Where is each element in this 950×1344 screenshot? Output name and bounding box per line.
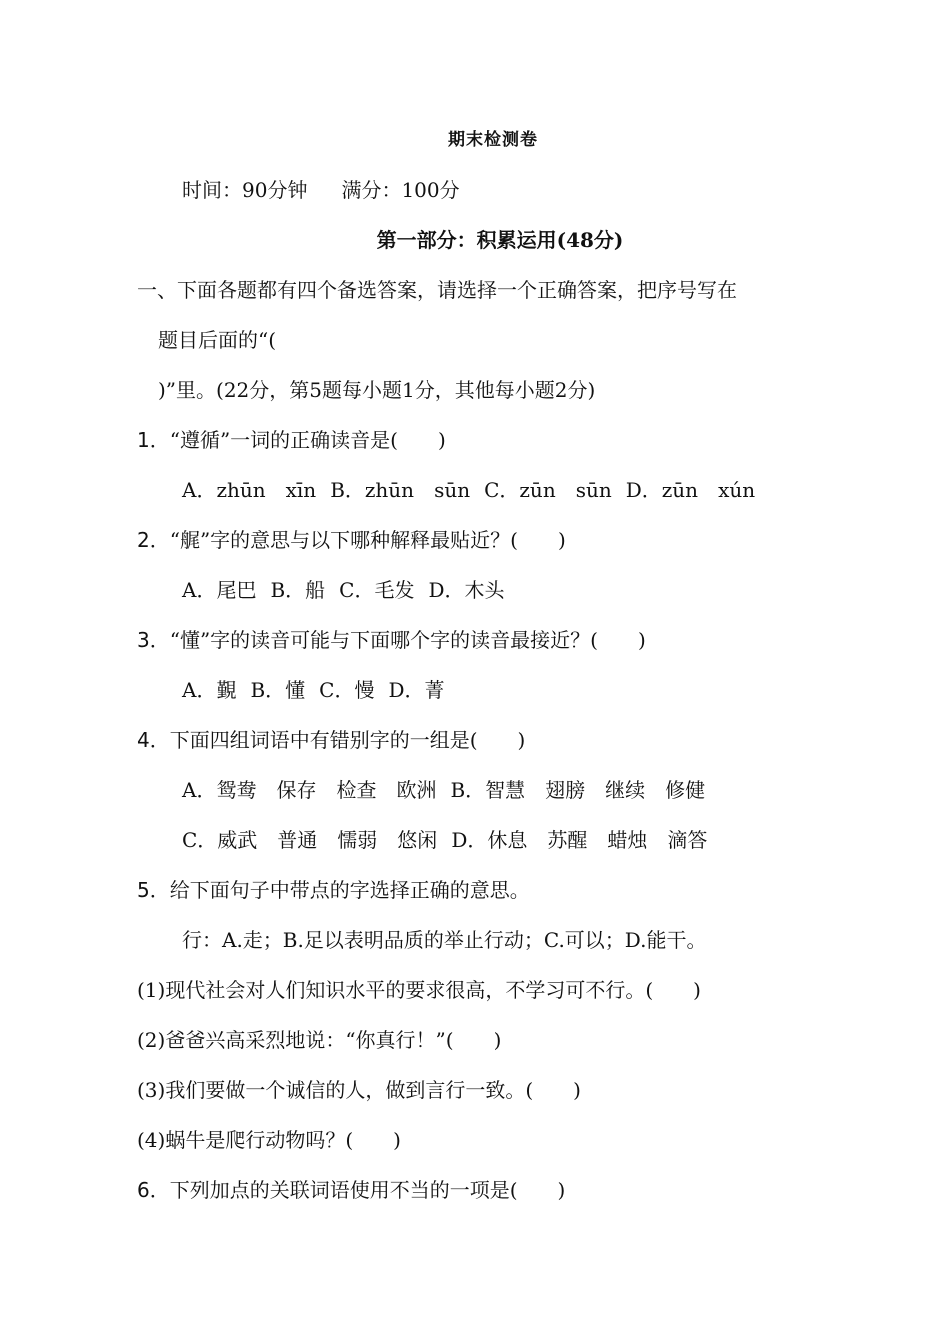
question-number: 2． bbox=[137, 528, 170, 552]
option-c: C．zūn sūn bbox=[484, 478, 612, 502]
exam-meta bbox=[182, 176, 460, 204]
question-5 bbox=[137, 876, 530, 904]
option-c: C．毛发 bbox=[339, 578, 415, 602]
option-d: D．菁 bbox=[388, 678, 445, 702]
part-heading: 第一部分：积累运用(48分) bbox=[376, 228, 624, 252]
question-text: “遵循”一词的正确读音是( ) bbox=[169, 428, 446, 452]
question-text: 下列加点的关联词语使用不当的一项是( ) bbox=[169, 1178, 566, 1202]
question-text: “艉”字的意思与以下哪种解释最贴近？( ) bbox=[169, 528, 566, 552]
question-text: 下面四组词语中有错别字的一组是( ) bbox=[169, 728, 526, 752]
question-number: 3． bbox=[137, 628, 170, 652]
question-number: 5． bbox=[137, 878, 170, 902]
full-score: 满分：100分 bbox=[341, 178, 460, 202]
option-d: D．zūn xún bbox=[625, 478, 756, 502]
question-6 bbox=[137, 1176, 565, 1204]
question-2 bbox=[137, 526, 566, 554]
question-4 bbox=[137, 726, 525, 754]
question-5-sub-4: (4)蜗牛是爬行动物吗？( ) bbox=[137, 1128, 401, 1152]
section-instruction-line-3: )”里。(22分，第5题每小题1分，其他每小题2分) bbox=[158, 378, 596, 402]
option-c: C．慢 bbox=[319, 678, 375, 702]
time-limit: 时间：90分钟 bbox=[182, 178, 308, 202]
question-4-options-row-1 bbox=[182, 776, 705, 804]
question-number: 4． bbox=[137, 728, 170, 752]
option-b: B．智慧 翅膀 继续 修健 bbox=[450, 778, 706, 802]
option-a: A．覲 bbox=[182, 678, 237, 702]
question-5-meanings: 行：A.走；B.足以表明品质的举止行动；C.可以；D.能干。 bbox=[182, 928, 707, 952]
option-a: A．尾巴 bbox=[182, 578, 257, 602]
option-d: D．木头 bbox=[428, 578, 505, 602]
section-instruction-line-2: 题目后面的“( bbox=[158, 328, 277, 352]
question-1 bbox=[137, 426, 446, 454]
question-5-sub-3: (3)我们要做一个诚信的人，做到言行一致。( ) bbox=[137, 1078, 581, 1102]
question-4-options-row-2 bbox=[182, 826, 707, 854]
question-text: 给下面句子中带点的字选择正确的意思。 bbox=[169, 878, 530, 902]
question-3 bbox=[137, 626, 646, 654]
option-a: A．鸳鸯 保存 检查 欧洲 bbox=[182, 778, 437, 802]
question-3-options bbox=[182, 676, 445, 704]
option-c: C．威武 普通 懦弱 悠闲 bbox=[182, 828, 438, 852]
option-b: B．懂 bbox=[250, 678, 306, 702]
option-b: B．zhūn sūn bbox=[330, 478, 471, 502]
section-instruction-line-1: 一、下面各题都有四个备选答案，请选择一个正确答案，把序号写在 bbox=[137, 278, 737, 302]
question-number: 1． bbox=[137, 428, 170, 452]
page-title: 期末检测卷 bbox=[448, 130, 538, 150]
option-b: B．船 bbox=[270, 578, 326, 602]
question-5-sub-1: (1)现代社会对人们知识水平的要求很高，不学习可不行。( ) bbox=[137, 978, 701, 1002]
question-5-sub-2: (2)爸爸兴高采烈地说：“你真行！”( ) bbox=[137, 1028, 502, 1052]
question-text: “懂”字的读音可能与下面哪个字的读音最接近？( ) bbox=[169, 628, 646, 652]
option-a: A．zhūn xīn bbox=[182, 478, 317, 502]
question-2-options bbox=[182, 576, 505, 604]
option-d: D．休息 苏醒 蜡烛 滴答 bbox=[451, 828, 708, 852]
question-1-options bbox=[182, 476, 755, 504]
question-number: 6． bbox=[137, 1178, 170, 1202]
